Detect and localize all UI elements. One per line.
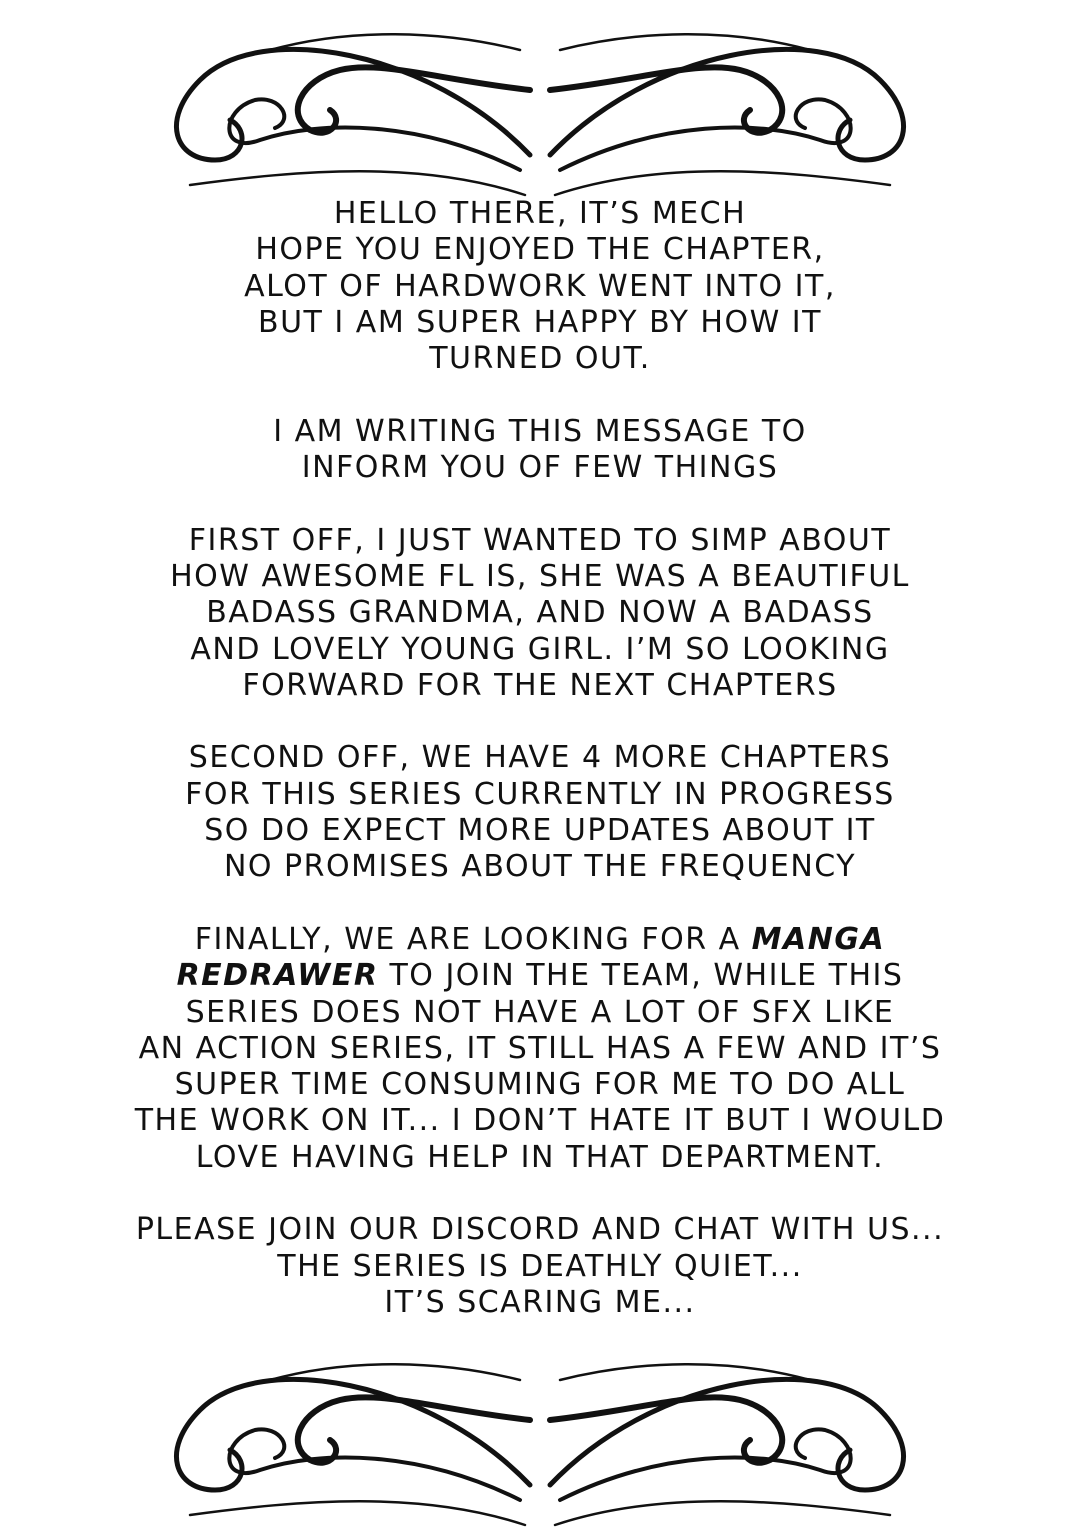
- text-line: THE WORK ON IT... I DON’T HATE IT BUT I WOULD: [134, 1103, 946, 1139]
- first-point-paragraph: [40, 523, 1040, 704]
- text-fragment: TO JOIN THE TEAM, WHILE THIS: [378, 958, 904, 994]
- text-line: I AM WRITING THIS MESSAGE TO: [273, 413, 807, 449]
- text-line: AN ACTION SERIES, IT STILL HAS A FEW AND IT’S: [138, 1030, 942, 1066]
- text-line: AND LOVELY YOUNG GIRL. I’M SO LOOKING: [190, 631, 890, 667]
- text-line: HOPE YOU ENJOYED THE CHAPTER,: [255, 232, 825, 268]
- emphasis-text: REDRAWER: [176, 958, 379, 994]
- text-line: THE SERIES IS DEATHLY QUIET...: [277, 1248, 803, 1284]
- text-line: ALOT OF HARDWORK WENT INTO IT,: [244, 268, 836, 304]
- left-flourish-icon: [176, 34, 530, 195]
- text-line: HELLO THERE, IT’S MECH: [333, 196, 747, 231]
- left-flourish-icon: [176, 1364, 530, 1525]
- text-line: FOR THIS SERIES CURRENTLY IN PROGRESS: [185, 776, 895, 812]
- closing-paragraph: [40, 1212, 1040, 1321]
- text-line: NO PROMISES ABOUT THE FREQUENCY: [223, 849, 857, 885]
- text-line: [40, 922, 1040, 958]
- right-flourish-icon: [550, 34, 904, 195]
- text-line: [40, 958, 1040, 994]
- text-line: BUT I AM SUPER HAPPY BY HOW IT: [258, 304, 822, 340]
- text-line: INFORM YOU OF FEW THINGS: [301, 450, 779, 486]
- greeting-paragraph: [40, 196, 1040, 377]
- text-line: FORWARD FOR THE NEXT CHAPTERS: [242, 667, 838, 703]
- message-body: [40, 196, 1040, 1321]
- text-line: SO DO EXPECT MORE UPDATES ABOUT IT: [204, 813, 876, 849]
- emphasis-text: MANGA: [751, 921, 886, 957]
- intro-paragraph: [40, 414, 1040, 487]
- text-line: SECOND OFF, WE HAVE 4 MORE CHAPTERS: [188, 740, 892, 776]
- text-fragment: FINALLY, WE ARE LOOKING FOR A: [194, 921, 752, 957]
- text-line: SERIES DOES NOT HAVE A LOT OF SFX LIKE: [185, 994, 895, 1030]
- right-flourish-icon: [550, 1364, 904, 1525]
- text-line: SUPER TIME CONSUMING FOR ME TO DO ALL: [174, 1067, 906, 1103]
- text-line: FIRST OFF, I JUST WANTED TO SIMP ABOUT: [188, 522, 892, 558]
- top-flourish-ornament: [0, 10, 1080, 210]
- text-line: LOVE HAVING HELP IN THAT DEPARTMENT.: [195, 1139, 885, 1175]
- recruitment-paragraph: [40, 922, 1040, 1176]
- text-line: HOW AWESOME FL IS, SHE WAS A BEAUTIFUL: [170, 558, 910, 594]
- bottom-flourish-ornament: [0, 1340, 1080, 1540]
- text-line: BADASS GRANDMA, AND NOW A BADASS: [206, 595, 874, 631]
- text-line: TURNED OUT.: [429, 341, 651, 377]
- second-point-paragraph: [40, 740, 1040, 885]
- text-line: PLEASE JOIN OUR DISCORD AND CHAT WITH US...: [135, 1212, 945, 1248]
- text-line: IT’S SCARING ME...: [384, 1284, 696, 1320]
